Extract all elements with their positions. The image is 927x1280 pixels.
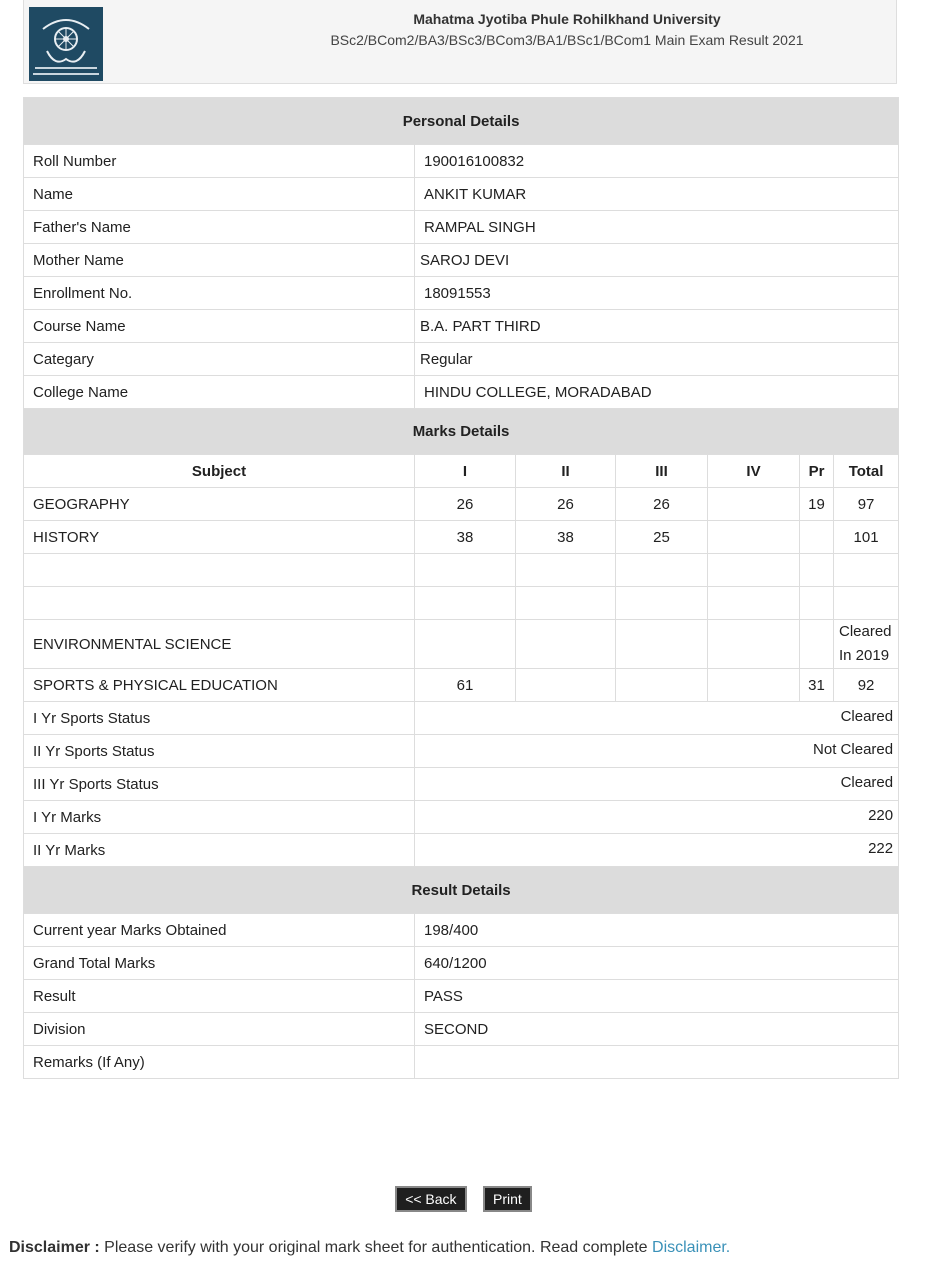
personal-value: HINDU COLLEGE, MORADABAD [415, 376, 899, 409]
column-header: Total [834, 455, 899, 488]
personal-row [24, 277, 899, 310]
exam-title: BSc2/BCom2/BA3/BSc3/BCom3/BA1/BSc1/BCom1 Main Exam Result 2021 [330, 32, 804, 48]
marks-cell [516, 669, 616, 702]
personal-row [24, 343, 899, 376]
personal-row [24, 376, 899, 409]
result-row [24, 980, 899, 1013]
disclaimer-label: Disclaimer : [9, 1239, 100, 1256]
personal-value: ANKIT KUMAR [415, 178, 899, 211]
marks-cell [516, 587, 616, 620]
result-label: Division [24, 1013, 415, 1046]
page-header [23, 0, 897, 84]
university-name: Mahatma Jyotiba Phule Rohilkhand University [413, 11, 721, 27]
marks-cell [708, 669, 800, 702]
status-label: I Yr Sports Status [24, 702, 415, 735]
back-button[interactable]: << Back [395, 1186, 466, 1212]
personal-label: Name [24, 178, 415, 211]
status-value: Cleared [415, 768, 899, 801]
personal-label: Course Name [24, 310, 415, 343]
column-header: III [616, 455, 708, 488]
personal-value: Regular [415, 343, 899, 376]
subject-name [24, 554, 415, 587]
marks-cell: 61 [415, 669, 516, 702]
marks-details-heading: Marks Details [24, 409, 899, 455]
result-row [24, 947, 899, 980]
personal-label: Father's Name [24, 211, 415, 244]
result-details-heading: Result Details [24, 867, 899, 914]
marks-cell [415, 554, 516, 587]
personal-value: SAROJ DEVI [415, 244, 899, 277]
marks-row [24, 554, 899, 587]
result-value: 198/400 [415, 914, 899, 947]
result-table [23, 97, 899, 1079]
marks-cell [708, 521, 800, 554]
marks-cell [708, 554, 800, 587]
personal-value: 190016100832 [415, 145, 899, 178]
status-row [24, 735, 899, 768]
disclaimer-link[interactable]: Disclaimer. [652, 1239, 731, 1256]
marks-cell: 19 [800, 488, 834, 521]
disclaimer [9, 1239, 730, 1257]
personal-details-heading-row [24, 98, 899, 145]
result-value: PASS [415, 980, 899, 1013]
result-row [24, 1013, 899, 1046]
marks-cell [800, 620, 834, 669]
disclaimer-text: Please verify with your original mark sheet for authentication. Read complete [104, 1239, 648, 1256]
personal-label: College Name [24, 376, 415, 409]
personal-row [24, 211, 899, 244]
personal-value: 18091553 [415, 277, 899, 310]
marks-cell: 38 [516, 521, 616, 554]
marks-cell [800, 554, 834, 587]
status-label: II Yr Marks [24, 834, 415, 867]
marks-cell [616, 587, 708, 620]
status-value: Not Cleared [415, 735, 899, 768]
marks-cell [708, 587, 800, 620]
marks-cell [516, 554, 616, 587]
personal-value: B.A. PART THIRD [415, 310, 899, 343]
marks-row [24, 620, 899, 669]
personal-label: Roll Number [24, 145, 415, 178]
subject-name: GEOGRAPHY [24, 488, 415, 521]
result-row [24, 1046, 899, 1079]
status-label: III Yr Sports Status [24, 768, 415, 801]
status-label: I Yr Marks [24, 801, 415, 834]
marks-cell [415, 620, 516, 669]
result-value [415, 1046, 899, 1079]
marks-details-heading-row [24, 409, 899, 455]
column-header: II [516, 455, 616, 488]
marks-cell: 31 [800, 669, 834, 702]
result-label: Remarks (If Any) [24, 1046, 415, 1079]
marks-cell [616, 669, 708, 702]
personal-value: RAMPAL SINGH [415, 211, 899, 244]
status-row [24, 801, 899, 834]
total-cell: 101 [834, 521, 899, 554]
marks-cell [708, 620, 800, 669]
column-header: IV [708, 455, 800, 488]
status-value: 222 [415, 834, 899, 867]
subject-name: SPORTS & PHYSICAL EDUCATION [24, 669, 415, 702]
marks-cell [415, 587, 516, 620]
personal-label: Categary [24, 343, 415, 376]
marks-cell [616, 554, 708, 587]
marks-row [24, 587, 899, 620]
personal-row [24, 310, 899, 343]
total-cell: 92 [834, 669, 899, 702]
print-button[interactable]: Print [483, 1186, 532, 1212]
status-row [24, 834, 899, 867]
marks-cell [616, 620, 708, 669]
total-cell: Cleared In 2019 [834, 620, 899, 669]
marks-cell [800, 521, 834, 554]
result-value: 640/1200 [415, 947, 899, 980]
marks-cell: 38 [415, 521, 516, 554]
marks-cell: 26 [616, 488, 708, 521]
personal-row [24, 145, 899, 178]
personal-details-heading: Personal Details [24, 98, 899, 145]
personal-row [24, 244, 899, 277]
personal-label: Mother Name [24, 244, 415, 277]
subject-name [24, 587, 415, 620]
status-row [24, 768, 899, 801]
marks-cell [708, 488, 800, 521]
result-row [24, 914, 899, 947]
subject-name: ENVIRONMENTAL SCIENCE [24, 620, 415, 669]
total-cell: 97 [834, 488, 899, 521]
marks-row [24, 488, 899, 521]
marks-cell: 26 [415, 488, 516, 521]
result-label: Current year Marks Obtained [24, 914, 415, 947]
marks-row [24, 521, 899, 554]
column-header: I [415, 455, 516, 488]
subject-name: HISTORY [24, 521, 415, 554]
total-cell [834, 587, 899, 620]
marks-row [24, 669, 899, 702]
result-value: SECOND [415, 1013, 899, 1046]
marks-cell: 26 [516, 488, 616, 521]
status-label: II Yr Sports Status [24, 735, 415, 768]
marks-header-row [24, 455, 899, 488]
status-row [24, 702, 899, 735]
result-label: Result [24, 980, 415, 1013]
total-cell [834, 554, 899, 587]
status-value: Cleared [415, 702, 899, 735]
result-label: Grand Total Marks [24, 947, 415, 980]
marks-cell [516, 620, 616, 669]
marks-cell [800, 587, 834, 620]
result-details-heading-row [24, 867, 899, 914]
column-header: Subject [24, 455, 415, 488]
action-buttons [0, 1186, 927, 1212]
status-value: 220 [415, 801, 899, 834]
column-header: Pr [800, 455, 834, 488]
marks-cell: 25 [616, 521, 708, 554]
personal-row [24, 178, 899, 211]
personal-label: Enrollment No. [24, 277, 415, 310]
